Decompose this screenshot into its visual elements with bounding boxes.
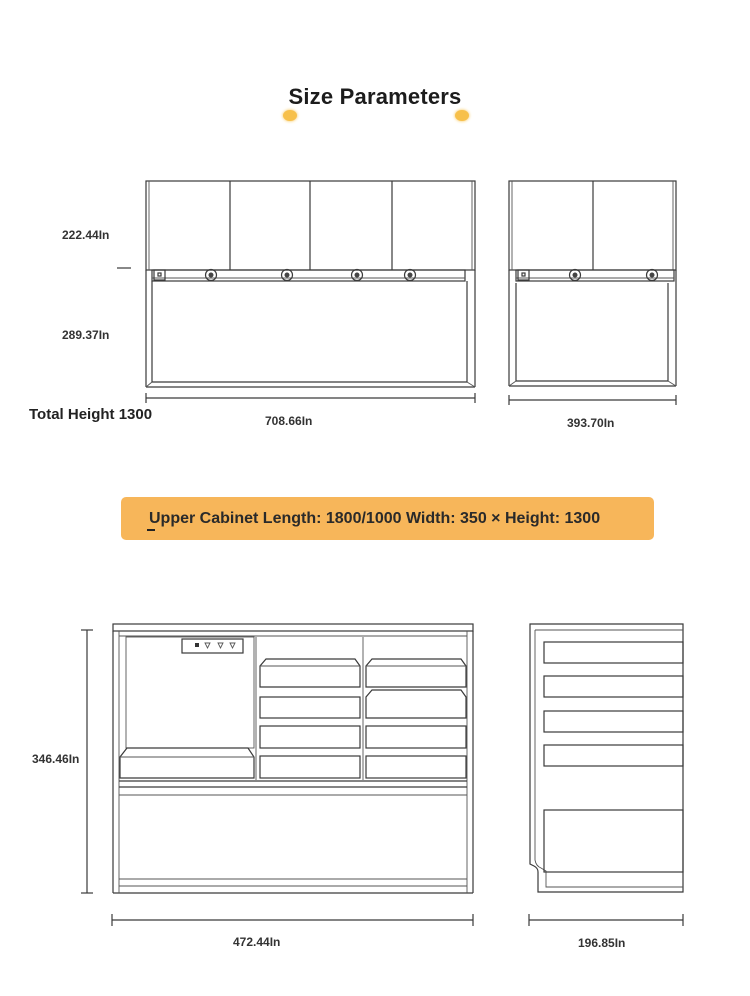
total-height-label: Total Height 1300: [29, 406, 153, 423]
upper-large-cabinet: [117, 181, 475, 403]
banner-text: Upper Cabinet Length: 1800/1000 Width: 350 × Height: 1300: [149, 509, 601, 527]
socket-icon: [206, 270, 217, 281]
socket-icon: [570, 270, 581, 281]
socket-icon: [405, 270, 416, 281]
socket-icon: [282, 270, 293, 281]
lower-height-label: 346.46In: [32, 752, 80, 766]
upper-bottom-height-label: 289.37In: [62, 328, 110, 342]
page-title: Size Parameters: [288, 84, 462, 109]
lower-cabinet-front: [81, 624, 473, 926]
upper-small-width-label: 393.70In: [567, 416, 615, 430]
lower-front-width-label: 472.44In: [233, 935, 281, 949]
upper-large-width-label: 708.66In: [265, 414, 313, 428]
banner-text-wrap: [149, 510, 600, 528]
lower-cabinet-side: [529, 624, 683, 926]
text-cursor-mark: [147, 529, 155, 531]
dimensions-banner: [121, 497, 654, 540]
socket-icon: [647, 270, 658, 281]
upper-top-height-label: 222.44In: [62, 228, 110, 242]
socket-icon: [352, 270, 363, 281]
lower-side-width-label: 196.85In: [578, 936, 626, 950]
upper-small-cabinet: [509, 181, 676, 405]
